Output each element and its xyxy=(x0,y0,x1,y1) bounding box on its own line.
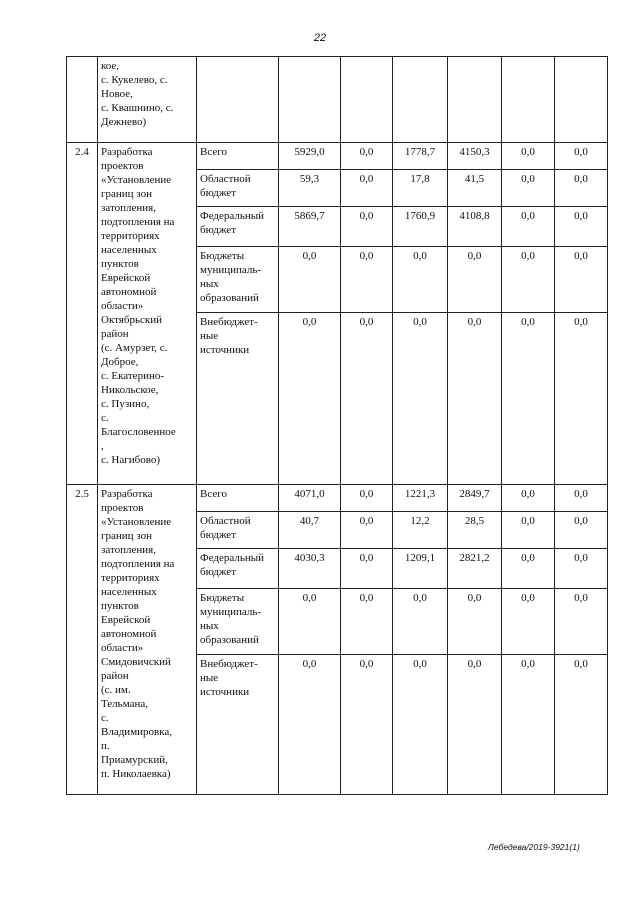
value-cell: 1760,9 xyxy=(393,207,448,247)
funding-source-cell: Всего xyxy=(197,485,279,512)
funding-source-cell: Областной бюджет xyxy=(197,512,279,549)
value-cell xyxy=(341,57,393,143)
funding-source-cell: Всего xyxy=(197,143,279,170)
value-cell: 4030,3 xyxy=(279,549,341,589)
row-number-cell xyxy=(67,57,98,143)
table-row xyxy=(67,143,608,170)
value-cell: 0,0 xyxy=(502,143,555,170)
value-cell: 0,0 xyxy=(341,247,393,313)
value-cell: 1778,7 xyxy=(393,143,448,170)
funding-source-cell xyxy=(197,57,279,143)
value-cell: 0,0 xyxy=(555,512,608,549)
value-cell: 0,0 xyxy=(502,485,555,512)
value-cell: 0,0 xyxy=(341,313,393,485)
value-cell: 5929,0 xyxy=(279,143,341,170)
value-cell: 0,0 xyxy=(555,207,608,247)
value-cell xyxy=(448,57,502,143)
value-cell: 0,0 xyxy=(555,247,608,313)
value-cell: 0,0 xyxy=(502,655,555,795)
document-reference: Лебедева/2019-3921(1) xyxy=(488,842,580,852)
activity-description-cell: Разработка проектов «Установление границ зон затопления, подтопления на территориях населенных пунктов Еврейской автономной области» Октябрьский район (с. Амурзет, с. Доброе, с. Екатерино- Никольское, с. Пузино, с. Благословенное , с. Нагибово) xyxy=(98,143,197,485)
value-cell: 28,5 xyxy=(448,512,502,549)
value-cell: 0,0 xyxy=(448,655,502,795)
value-cell: 0,0 xyxy=(502,512,555,549)
activity-description-cell: кое, с. Кукелево, с. Новое, с. Квашнино, с. Дежнево) xyxy=(98,57,197,143)
value-cell: 0,0 xyxy=(341,512,393,549)
value-cell: 0,0 xyxy=(341,207,393,247)
table-row xyxy=(67,57,608,143)
value-cell: 41,5 xyxy=(448,170,502,207)
value-cell: 5869,7 xyxy=(279,207,341,247)
funding-source-cell: Бюджеты муниципаль- ных образований xyxy=(197,247,279,313)
value-cell: 0,0 xyxy=(555,170,608,207)
value-cell: 0,0 xyxy=(341,655,393,795)
value-cell: 17,8 xyxy=(393,170,448,207)
row-number-cell: 2.5 xyxy=(67,485,98,795)
value-cell: 4150,3 xyxy=(448,143,502,170)
funding-source-cell: Областной бюджет xyxy=(197,170,279,207)
value-cell xyxy=(279,57,341,143)
value-cell: 0,0 xyxy=(555,549,608,589)
value-cell: 0,0 xyxy=(502,247,555,313)
value-cell: 0,0 xyxy=(279,655,341,795)
value-cell: 0,0 xyxy=(555,313,608,485)
value-cell xyxy=(555,57,608,143)
value-cell: 0,0 xyxy=(279,313,341,485)
funding-source-cell: Федеральный бюджет xyxy=(197,207,279,247)
value-cell: 0,0 xyxy=(448,247,502,313)
value-cell: 0,0 xyxy=(502,549,555,589)
value-cell: 0,0 xyxy=(393,313,448,485)
value-cell: 0,0 xyxy=(502,207,555,247)
value-cell: 0,0 xyxy=(448,589,502,655)
funding-table xyxy=(66,56,608,795)
value-cell: 0,0 xyxy=(448,313,502,485)
value-cell: 0,0 xyxy=(341,549,393,589)
value-cell: 0,0 xyxy=(279,247,341,313)
value-cell: 0,0 xyxy=(393,589,448,655)
value-cell: 0,0 xyxy=(502,589,555,655)
funding-source-cell: Внебюджет- ные источники xyxy=(197,655,279,795)
value-cell xyxy=(393,57,448,143)
value-cell: 4108,8 xyxy=(448,207,502,247)
value-cell: 0,0 xyxy=(555,143,608,170)
value-cell: 0,0 xyxy=(555,655,608,795)
value-cell: 0,0 xyxy=(341,170,393,207)
value-cell: 0,0 xyxy=(279,589,341,655)
value-cell: 1209,1 xyxy=(393,549,448,589)
funding-source-cell: Федеральный бюджет xyxy=(197,549,279,589)
value-cell: 59,3 xyxy=(279,170,341,207)
value-cell xyxy=(502,57,555,143)
value-cell: 2849,7 xyxy=(448,485,502,512)
value-cell: 0,0 xyxy=(393,655,448,795)
funding-source-cell: Внебюджет- ные источники xyxy=(197,313,279,485)
value-cell: 12,2 xyxy=(393,512,448,549)
page-number: 22 xyxy=(313,32,327,44)
funding-source-cell: Бюджеты муниципаль- ных образований xyxy=(197,589,279,655)
value-cell: 0,0 xyxy=(502,170,555,207)
value-cell: 1221,3 xyxy=(393,485,448,512)
value-cell: 0,0 xyxy=(555,589,608,655)
value-cell: 0,0 xyxy=(502,313,555,485)
value-cell: 0,0 xyxy=(393,247,448,313)
value-cell: 0,0 xyxy=(555,485,608,512)
value-cell: 0,0 xyxy=(341,485,393,512)
value-cell: 0,0 xyxy=(341,589,393,655)
value-cell: 2821,2 xyxy=(448,549,502,589)
activity-description-cell: Разработка проектов «Установление границ зон затопления, подтопления на территориях населенных пунктов Еврейской автономной области» Смидовичский район (с. им. Тельмана, с. Владимировка, п. Приамурский, п. Николаевка) xyxy=(98,485,197,795)
value-cell: 40,7 xyxy=(279,512,341,549)
value-cell: 0,0 xyxy=(341,143,393,170)
row-number-cell: 2.4 xyxy=(67,143,98,485)
table-row xyxy=(67,485,608,512)
value-cell: 4071,0 xyxy=(279,485,341,512)
